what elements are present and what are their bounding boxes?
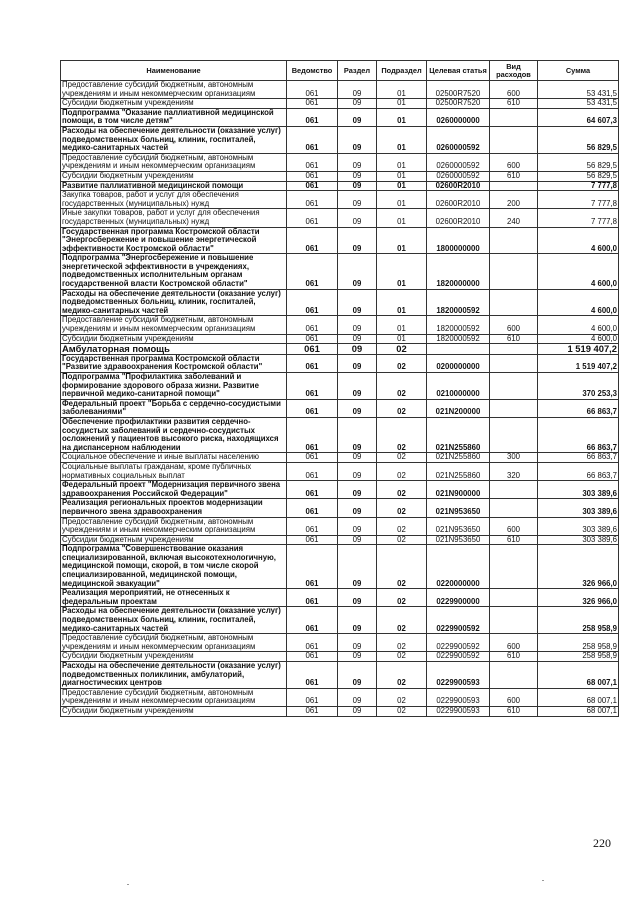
table-row — [61, 399, 619, 417]
row-section: 09 — [338, 108, 377, 126]
table-row — [61, 652, 619, 662]
row-amount: 326 966,0 — [538, 589, 619, 607]
row-expense-type — [490, 227, 538, 254]
row-department: 061 — [287, 254, 338, 289]
row-section: 09 — [338, 126, 377, 153]
row-name: Расходы на обеспечение деятельности (оказание услуг) подведомственных поликлиник, амбулаторий, диагностических центров — [61, 662, 287, 689]
row-amount: 326 966,0 — [538, 545, 619, 589]
row-name: Субсидии бюджетным учреждениям — [61, 706, 287, 716]
row-amount: 1 519 407,2 — [538, 354, 619, 372]
row-name: Подпрограмма "Оказание паллиативной медицинской помощи, в том числе детям" — [61, 108, 287, 126]
row-subsection: 01 — [377, 181, 427, 191]
row-subsection: 01 — [377, 81, 427, 99]
table-row — [61, 688, 619, 706]
row-target-article: 021N953650 — [427, 499, 490, 517]
row-subsection: 01 — [377, 171, 427, 181]
row-target-article: 021N953650 — [427, 517, 490, 535]
row-subsection: 02 — [377, 662, 427, 689]
row-name: Предоставление субсидий бюджетным, автономным учреждениям и иным некоммерческим организациям — [61, 634, 287, 652]
row-section: 09 — [338, 517, 377, 535]
row-target-article: 0229900593 — [427, 688, 490, 706]
row-target-article: 1800000000 — [427, 227, 490, 254]
table-row — [61, 254, 619, 289]
row-name: Федеральный проект "Модернизация первичного звена здравоохранения Российской Федерации" — [61, 481, 287, 499]
row-amount: 258 958,9 — [538, 652, 619, 662]
row-target-article: 0260000592 — [427, 126, 490, 153]
header-expense-type: Вид расходов — [490, 61, 538, 81]
table-row — [61, 81, 619, 99]
row-subsection: 02 — [377, 634, 427, 652]
row-name: Подпрограмма "Профилактика заболеваний и формирование здорового образа жизни. Развитие первичной медико-санитарной помощи" — [61, 373, 287, 400]
page-number: 220 — [593, 836, 611, 850]
row-subsection: 01 — [377, 289, 427, 316]
row-name: Подпрограмма "Совершенствование оказания специализированной, включая высокотехнологичную, медицинской помощи, скорой, в том числе скорой специализированной, медицинской помощи, медицинской эвакуации" — [61, 545, 287, 589]
row-section: 09 — [338, 373, 377, 400]
row-expense-type — [490, 126, 538, 153]
row-target-article: 02500R7520 — [427, 99, 490, 109]
row-department: 061 — [287, 453, 338, 463]
row-amount: 303 389,6 — [538, 517, 619, 535]
row-name: Субсидии бюджетным учреждениям — [61, 535, 287, 545]
row-expense-type — [490, 545, 538, 589]
table-row — [61, 181, 619, 191]
row-target-article: 02500R7520 — [427, 81, 490, 99]
row-expense-type: 600 — [490, 153, 538, 171]
row-name: Государственная программа Костромской области "Энергосбережение и повышение энергетической эффективности Костромской области" — [61, 227, 287, 254]
row-expense-type: 320 — [490, 462, 538, 480]
row-expense-type — [490, 417, 538, 452]
row-department: 061 — [287, 688, 338, 706]
table-row — [61, 153, 619, 171]
row-subsection: 02 — [377, 499, 427, 517]
row-department: 061 — [287, 462, 338, 480]
row-department: 061 — [287, 334, 338, 344]
header-name: Наименование — [61, 61, 287, 81]
row-amount: 66 863,7 — [538, 399, 619, 417]
row-expense-type: 600 — [490, 634, 538, 652]
row-section: 09 — [338, 344, 377, 355]
row-target-article: 1820000592 — [427, 334, 490, 344]
row-target-article: 0229900593 — [427, 706, 490, 716]
row-target-article: 0260000592 — [427, 153, 490, 171]
row-amount: 68 007,1 — [538, 662, 619, 689]
row-section: 09 — [338, 81, 377, 99]
row-department: 061 — [287, 481, 338, 499]
row-name: Развитие паллиативной медицинской помощи — [61, 181, 287, 191]
row-subsection: 01 — [377, 108, 427, 126]
table-row — [61, 191, 619, 209]
row-amount: 66 863,7 — [538, 417, 619, 452]
row-subsection: 01 — [377, 153, 427, 171]
row-target-article: 0229900592 — [427, 652, 490, 662]
row-department: 061 — [287, 289, 338, 316]
row-name: Реализация региональных проектов модернизации первичного звена здравоохранения — [61, 499, 287, 517]
row-name: Иные закупки товаров, работ и услуг для обеспечения государственных (муниципальных) нужд — [61, 209, 287, 227]
row-section: 09 — [338, 481, 377, 499]
table-row — [61, 706, 619, 716]
row-department: 061 — [287, 499, 338, 517]
row-amount: 53 431,5 — [538, 99, 619, 109]
row-department: 061 — [287, 344, 338, 355]
row-expense-type: 610 — [490, 535, 538, 545]
table-row — [61, 126, 619, 153]
row-department: 061 — [287, 316, 338, 334]
row-section: 09 — [338, 399, 377, 417]
row-subsection: 02 — [377, 399, 427, 417]
row-section: 09 — [338, 662, 377, 689]
row-department: 061 — [287, 399, 338, 417]
row-name: Подпрограмма "Энергосбережение и повышение энергетической эффективности в учреждениях, подведомственных исполнительным органам государственной власти Костромской области" — [61, 254, 287, 289]
row-name: Государственная программа Костромской области "Развитие здравоохранения Костромской области" — [61, 354, 287, 372]
row-amount: 64 607,3 — [538, 108, 619, 126]
row-department: 061 — [287, 99, 338, 109]
row-department: 061 — [287, 517, 338, 535]
row-section: 09 — [338, 499, 377, 517]
row-amount: 56 829,5 — [538, 171, 619, 181]
row-amount: 7 777,8 — [538, 191, 619, 209]
row-name: Предоставление субсидий бюджетным, автономным учреждениям и иным некоммерческим организациям — [61, 316, 287, 334]
row-expense-type — [490, 607, 538, 634]
row-department: 061 — [287, 634, 338, 652]
row-subsection: 02 — [377, 652, 427, 662]
table-row — [61, 209, 619, 227]
row-subsection: 01 — [377, 126, 427, 153]
row-subsection: 01 — [377, 209, 427, 227]
row-expense-type: 600 — [490, 81, 538, 99]
row-target-article — [427, 344, 490, 355]
table-header-row — [61, 61, 619, 81]
row-name: Предоставление субсидий бюджетным, автономным учреждениям и иным некоммерческим организациям — [61, 153, 287, 171]
table-row — [61, 171, 619, 181]
row-amount: 4 600,0 — [538, 254, 619, 289]
row-amount: 56 829,5 — [538, 126, 619, 153]
row-target-article: 0229900000 — [427, 589, 490, 607]
row-amount: 7 777,8 — [538, 209, 619, 227]
row-expense-type — [490, 289, 538, 316]
row-department: 061 — [287, 417, 338, 452]
row-amount: 4 600,0 — [538, 334, 619, 344]
row-subsection: 02 — [377, 607, 427, 634]
table-row — [61, 499, 619, 517]
row-target-article: 0260000592 — [427, 171, 490, 181]
row-expense-type: 600 — [490, 517, 538, 535]
table-row — [61, 535, 619, 545]
row-amount: 303 389,6 — [538, 499, 619, 517]
row-department: 061 — [287, 181, 338, 191]
row-expense-type — [490, 662, 538, 689]
row-subsection: 02 — [377, 373, 427, 400]
table-row — [61, 289, 619, 316]
row-target-article: 021N255860 — [427, 462, 490, 480]
budget-document — [60, 60, 618, 717]
row-department: 061 — [287, 126, 338, 153]
row-section: 09 — [338, 462, 377, 480]
row-amount: 258 958,9 — [538, 634, 619, 652]
row-section: 09 — [338, 153, 377, 171]
header-target-article: Целевая статья — [427, 61, 490, 81]
row-section: 09 — [338, 289, 377, 316]
row-expense-type — [490, 108, 538, 126]
row-subsection: 01 — [377, 334, 427, 344]
row-name: Предоставление субсидий бюджетным, автономным учреждениям и иным некоммерческим организациям — [61, 517, 287, 535]
row-expense-type — [490, 181, 538, 191]
row-section: 09 — [338, 453, 377, 463]
row-expense-type — [490, 344, 538, 355]
row-name: Субсидии бюджетным учреждениям — [61, 334, 287, 344]
row-target-article: 02600R2010 — [427, 181, 490, 191]
row-target-article: 1820000592 — [427, 316, 490, 334]
row-amount: 4 600,0 — [538, 227, 619, 254]
row-target-article: 021N255860 — [427, 453, 490, 463]
row-amount: 4 600,0 — [538, 289, 619, 316]
table-row — [61, 545, 619, 589]
row-amount: 1 519 407,2 — [538, 344, 619, 355]
table-row — [61, 634, 619, 652]
row-name: Социальное обеспечение и иные выплаты населению — [61, 453, 287, 463]
row-department: 061 — [287, 191, 338, 209]
row-amount: 68 007,1 — [538, 706, 619, 716]
table-row — [61, 462, 619, 480]
row-expense-type: 240 — [490, 209, 538, 227]
row-department: 061 — [287, 706, 338, 716]
row-subsection: 02 — [377, 706, 427, 716]
row-amount: 68 007,1 — [538, 688, 619, 706]
row-name: Предоставление субсидий бюджетным, автономным учреждениям и иным некоммерческим организациям — [61, 688, 287, 706]
row-section: 09 — [338, 171, 377, 181]
row-expense-type — [490, 254, 538, 289]
row-name: Расходы на обеспечение деятельности (оказание услуг) подведомственных больниц, клиник, госпиталей, медико-санитарных частей — [61, 289, 287, 316]
row-amount: 303 389,6 — [538, 535, 619, 545]
row-expense-type: 600 — [490, 688, 538, 706]
table-row — [61, 453, 619, 463]
header-department: Ведомство — [287, 61, 338, 81]
row-target-article: 0229900593 — [427, 662, 490, 689]
row-amount: 4 600,0 — [538, 316, 619, 334]
scan-speck — [127, 884, 129, 885]
row-department: 061 — [287, 652, 338, 662]
row-name: Федеральный проект "Борьба с сердечно-сосудистыми заболеваниями" — [61, 399, 287, 417]
row-target-article: 1820000592 — [427, 289, 490, 316]
row-target-article: 021N900000 — [427, 481, 490, 499]
row-section: 09 — [338, 417, 377, 452]
row-name: Расходы на обеспечение деятельности (оказание услуг) подведомственных больниц, клиник, госпиталей, медико-санитарных частей — [61, 126, 287, 153]
row-section: 09 — [338, 607, 377, 634]
row-name: Расходы на обеспечение деятельности (оказание услуг) подведомственных больниц, клиник, госпиталей, медико-санитарных частей — [61, 607, 287, 634]
row-name: Социальные выплаты гражданам, кроме публичных нормативных социальных выплат — [61, 462, 287, 480]
row-expense-type — [490, 354, 538, 372]
row-amount: 56 829,5 — [538, 153, 619, 171]
row-name: Закупка товаров, работ и услуг для обеспечения государственных (муниципальных) нужд — [61, 191, 287, 209]
row-expense-type: 600 — [490, 316, 538, 334]
row-subsection: 02 — [377, 453, 427, 463]
row-section: 09 — [338, 209, 377, 227]
table-row — [61, 589, 619, 607]
row-target-article: 021N200000 — [427, 399, 490, 417]
row-target-article: 1820000000 — [427, 254, 490, 289]
header-amount: Сумма — [538, 61, 619, 81]
row-subsection: 01 — [377, 254, 427, 289]
row-department: 061 — [287, 662, 338, 689]
row-section: 09 — [338, 334, 377, 344]
row-expense-type: 610 — [490, 652, 538, 662]
header-subsection: Подраздел — [377, 61, 427, 81]
row-expense-type — [490, 481, 538, 499]
row-target-article: 021N953650 — [427, 535, 490, 545]
table-row — [61, 108, 619, 126]
row-expense-type — [490, 399, 538, 417]
table-row — [61, 344, 619, 355]
row-expense-type: 200 — [490, 191, 538, 209]
row-amount: 258 958,9 — [538, 607, 619, 634]
row-section: 09 — [338, 181, 377, 191]
table-row — [61, 481, 619, 499]
row-department: 061 — [287, 209, 338, 227]
row-subsection: 02 — [377, 344, 427, 355]
row-expense-type: 610 — [490, 334, 538, 344]
row-department: 061 — [287, 153, 338, 171]
row-name: Субсидии бюджетным учреждениям — [61, 652, 287, 662]
row-section: 09 — [338, 254, 377, 289]
row-section: 09 — [338, 634, 377, 652]
row-name: Реализация мероприятий, не отнесенных к федеральным проектам — [61, 589, 287, 607]
row-section: 09 — [338, 589, 377, 607]
row-subsection: 02 — [377, 545, 427, 589]
table-row — [61, 316, 619, 334]
budget-table — [60, 60, 619, 717]
row-target-article: 0210000000 — [427, 373, 490, 400]
row-name: Субсидии бюджетным учреждениям — [61, 171, 287, 181]
row-expense-type: 610 — [490, 706, 538, 716]
row-amount: 53 431,5 — [538, 81, 619, 99]
row-department: 061 — [287, 535, 338, 545]
row-name: Предоставление субсидий бюджетным, автономным учреждениям и иным некоммерческим организациям — [61, 81, 287, 99]
row-department: 061 — [287, 171, 338, 181]
table-row — [61, 417, 619, 452]
row-expense-type: 300 — [490, 453, 538, 463]
row-section: 09 — [338, 652, 377, 662]
row-department: 061 — [287, 545, 338, 589]
row-section: 09 — [338, 706, 377, 716]
row-name: Обеспечение профилактики развития сердечно-сосудистых заболеваний и сердечно-сосудистых осложнений у пациентов высокого риска, находящихся на диспансерном наблюдении — [61, 417, 287, 452]
row-amount: 66 863,7 — [538, 453, 619, 463]
row-target-article: 0229900592 — [427, 607, 490, 634]
row-subsection: 02 — [377, 535, 427, 545]
row-section: 09 — [338, 688, 377, 706]
row-target-article: 0229900592 — [427, 634, 490, 652]
row-expense-type — [490, 499, 538, 517]
table-row — [61, 517, 619, 535]
row-subsection: 02 — [377, 688, 427, 706]
row-section: 09 — [338, 227, 377, 254]
row-target-article: 02600R2010 — [427, 209, 490, 227]
row-section: 09 — [338, 191, 377, 209]
row-subsection: 02 — [377, 517, 427, 535]
row-amount: 303 389,6 — [538, 481, 619, 499]
row-expense-type — [490, 373, 538, 400]
row-expense-type — [490, 589, 538, 607]
row-subsection: 01 — [377, 316, 427, 334]
row-subsection: 02 — [377, 462, 427, 480]
table-row — [61, 373, 619, 400]
row-department: 061 — [287, 607, 338, 634]
row-section: 09 — [338, 545, 377, 589]
row-expense-type: 610 — [490, 171, 538, 181]
row-department: 061 — [287, 108, 338, 126]
row-subsection: 02 — [377, 589, 427, 607]
row-subsection: 01 — [377, 227, 427, 254]
row-department: 061 — [287, 227, 338, 254]
row-subsection: 02 — [377, 354, 427, 372]
row-department: 061 — [287, 354, 338, 372]
row-department: 061 — [287, 373, 338, 400]
row-target-article: 0260000000 — [427, 108, 490, 126]
row-subsection: 01 — [377, 191, 427, 209]
row-section: 09 — [338, 99, 377, 109]
row-subsection: 02 — [377, 417, 427, 452]
row-section: 09 — [338, 354, 377, 372]
row-expense-type: 610 — [490, 99, 538, 109]
row-department: 061 — [287, 81, 338, 99]
table-row — [61, 99, 619, 109]
row-amount: 7 777,8 — [538, 181, 619, 191]
row-department: 061 — [287, 589, 338, 607]
row-subsection: 02 — [377, 481, 427, 499]
row-name: Субсидии бюджетным учреждениям — [61, 99, 287, 109]
table-row — [61, 607, 619, 634]
header-section: Раздел — [338, 61, 377, 81]
table-row — [61, 334, 619, 344]
table-row — [61, 227, 619, 254]
row-amount: 66 863,7 — [538, 462, 619, 480]
row-target-article: 02600R2010 — [427, 191, 490, 209]
table-row — [61, 354, 619, 372]
row-amount: 370 253,3 — [538, 373, 619, 400]
row-section: 09 — [338, 535, 377, 545]
table-row — [61, 662, 619, 689]
row-name: Амбулаторная помощь — [61, 344, 287, 355]
row-section: 09 — [338, 316, 377, 334]
row-subsection: 01 — [377, 99, 427, 109]
row-target-article: 0200000000 — [427, 354, 490, 372]
row-target-article: 021N255860 — [427, 417, 490, 452]
scan-speck — [542, 880, 544, 881]
table-body — [61, 81, 619, 717]
row-target-article: 0220000000 — [427, 545, 490, 589]
